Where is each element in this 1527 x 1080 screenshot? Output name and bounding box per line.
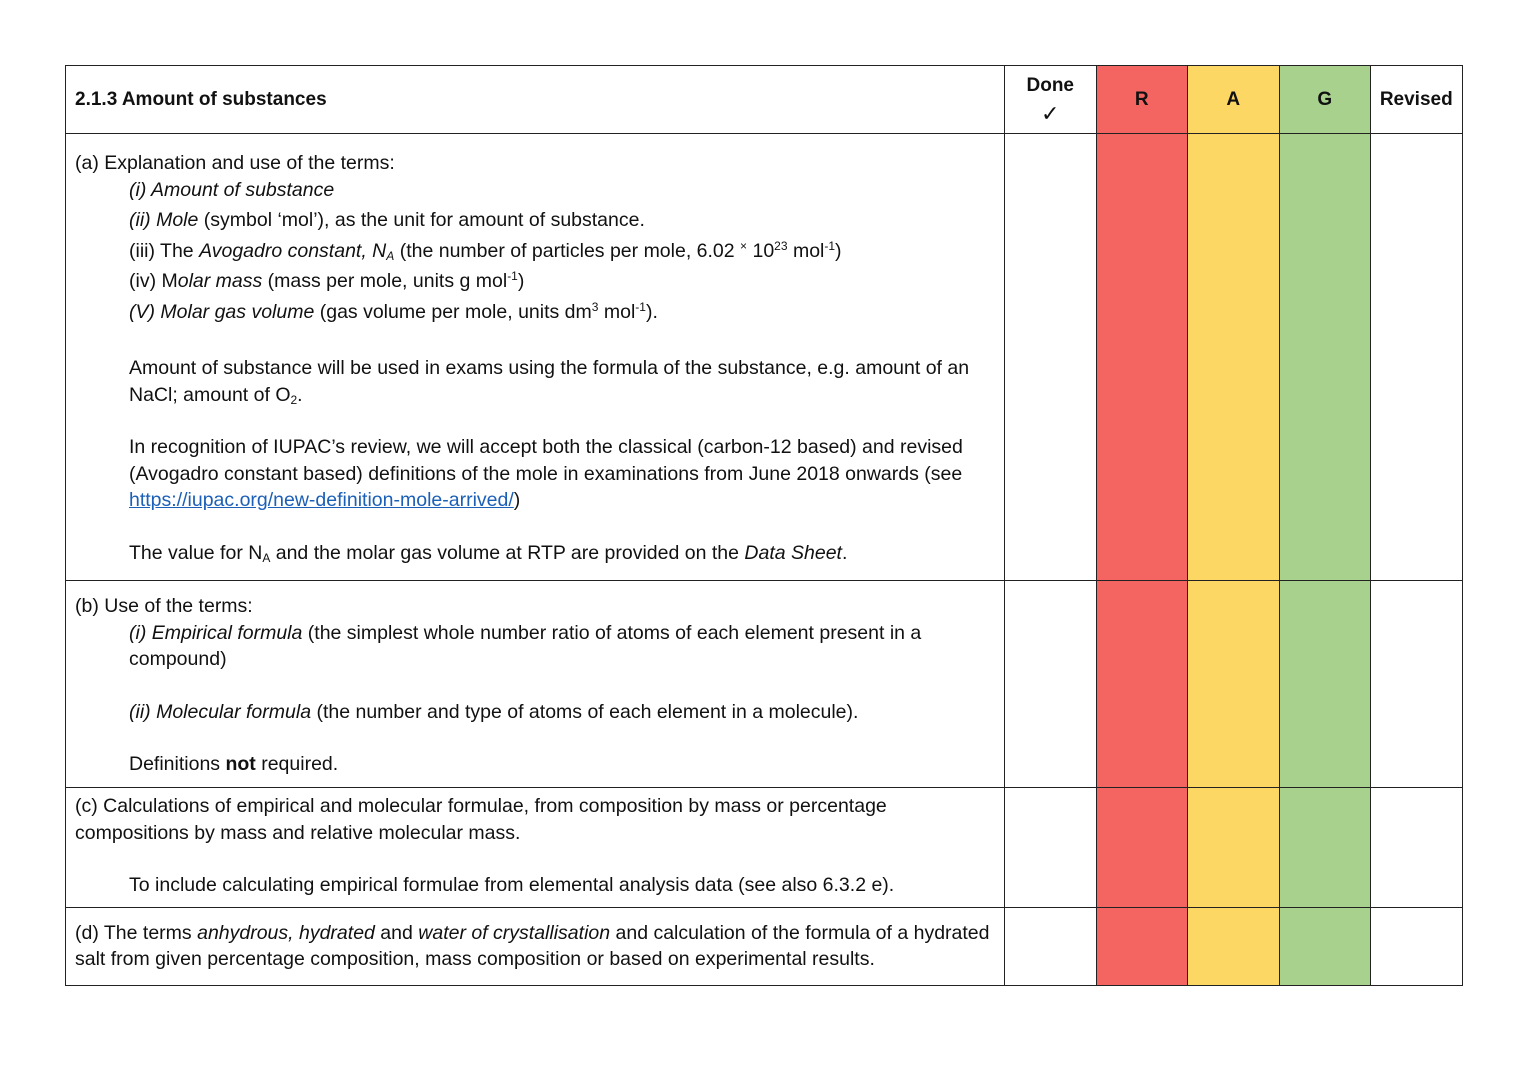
- row-d-content: [66, 907, 1005, 985]
- row-b-red-cell[interactable]: [1096, 581, 1188, 788]
- done-header: [1005, 66, 1097, 134]
- iupac-link[interactable]: https://iupac.org/new-definition-mole-arrived/: [129, 489, 514, 511]
- row-a-done-cell[interactable]: [1005, 134, 1097, 581]
- row-b-content: [66, 581, 1005, 788]
- row-c-red-cell[interactable]: [1096, 788, 1188, 908]
- paragraph-data-sheet: The value for $N_A$ and the molar gas volume at RTP are provided on the Data Sheet.: [129, 541, 848, 565]
- row-b-amber-cell[interactable]: [1188, 581, 1280, 788]
- amber-header: A: [1188, 66, 1280, 134]
- row-d-text: (d) The terms anhydrous, hydrated and water of crystallisation and calculation of the formula of a hydrated salt from given percentage composition, mass composition or based on experimental results.: [75, 921, 990, 970]
- definitions-note: Definitions not required.: [129, 753, 339, 775]
- row-c: [66, 788, 1463, 908]
- row-c-revised-cell[interactable]: [1371, 788, 1463, 908]
- row-d-amber-cell[interactable]: [1188, 907, 1280, 985]
- row-a-content: [66, 134, 1005, 581]
- section-title: 2.1.3 Amount of substances: [66, 66, 1005, 134]
- row-a-green-cell[interactable]: [1279, 134, 1371, 581]
- row-c-intro: (c) Calculations of empirical and molecular formulae, from composition by mass or percentage compositions by mass and relative molecular mass.: [75, 795, 887, 844]
- row-c-done-cell[interactable]: [1005, 788, 1097, 908]
- term-molecular-formula: (ii) Molecular formula (the number and type of atoms of each element in a molecule).: [129, 700, 859, 723]
- row-c-note: To include calculating empirical formulae from elemental analysis data (see also 6.3.2 e).: [129, 874, 895, 896]
- row-b: [66, 581, 1463, 788]
- term-molar-gas-volume: (V) Molar gas volume (gas volume per mole, units $dm^3$ mol$^{-1}$).: [129, 299, 658, 323]
- checkmark-icon: ✓: [1041, 100, 1060, 126]
- row-b-revised-cell[interactable]: [1371, 581, 1463, 788]
- checklist-table: [65, 65, 1463, 986]
- row-d-green-cell[interactable]: [1279, 907, 1371, 985]
- row-c-amber-cell[interactable]: [1188, 788, 1280, 908]
- done-label: Done: [1026, 74, 1074, 96]
- term-empirical-formula: (i) Empirical formula (the simplest whole number ratio of atoms of each element present in a compound): [129, 621, 922, 670]
- row-a-amber-cell[interactable]: [1188, 134, 1280, 581]
- row-d: [66, 907, 1463, 985]
- term-molar-mass: (iv) Molar mass (mass per mole, units g mol$^{-1}$): [129, 269, 525, 292]
- row-a-intro: (a) Explanation and use of the terms:: [75, 152, 395, 174]
- term-amount-of-substance: (i) Amount of substance: [129, 178, 335, 201]
- term-avogadro-constant: (iii) The Avogadro constant, $N_A$ (the number of particles per mole, 6.02 × $10^{23}$ mol$^{-1}$): [129, 238, 842, 263]
- revised-header: Revised: [1371, 66, 1463, 134]
- row-a: [66, 134, 1463, 581]
- row-d-revised-cell[interactable]: [1371, 907, 1463, 985]
- row-b-done-cell[interactable]: [1005, 581, 1097, 788]
- row-d-done-cell[interactable]: [1005, 907, 1097, 985]
- row-a-revised-cell[interactable]: [1371, 134, 1463, 581]
- header-row: [66, 66, 1463, 134]
- term-mole: (ii) Mole (symbol ‘mol’), as the unit for amount of substance.: [129, 209, 645, 231]
- paragraph-iupac: In recognition of IUPAC’s review, we will accept both the classical (carbon-12 based) and revised (Avogadro constant based) definitions of the mole in examinations from June 2018 onwards (see https://iupac.org/new-definition-mole-arrived/): [129, 436, 963, 511]
- row-b-intro: (b) Use of the terms:: [75, 595, 253, 617]
- row-c-content: [66, 788, 1005, 908]
- paragraph-exam-usage: Amount of substance will be used in exams using the formula of the substance, e.g. amount of an NaCl; amount of $O_2$.: [129, 357, 970, 407]
- row-c-green-cell[interactable]: [1279, 788, 1371, 908]
- row-d-red-cell[interactable]: [1096, 907, 1188, 985]
- green-header: G: [1279, 66, 1371, 134]
- row-b-green-cell[interactable]: [1279, 581, 1371, 788]
- red-header: R: [1096, 66, 1188, 134]
- row-a-red-cell[interactable]: [1096, 134, 1188, 581]
